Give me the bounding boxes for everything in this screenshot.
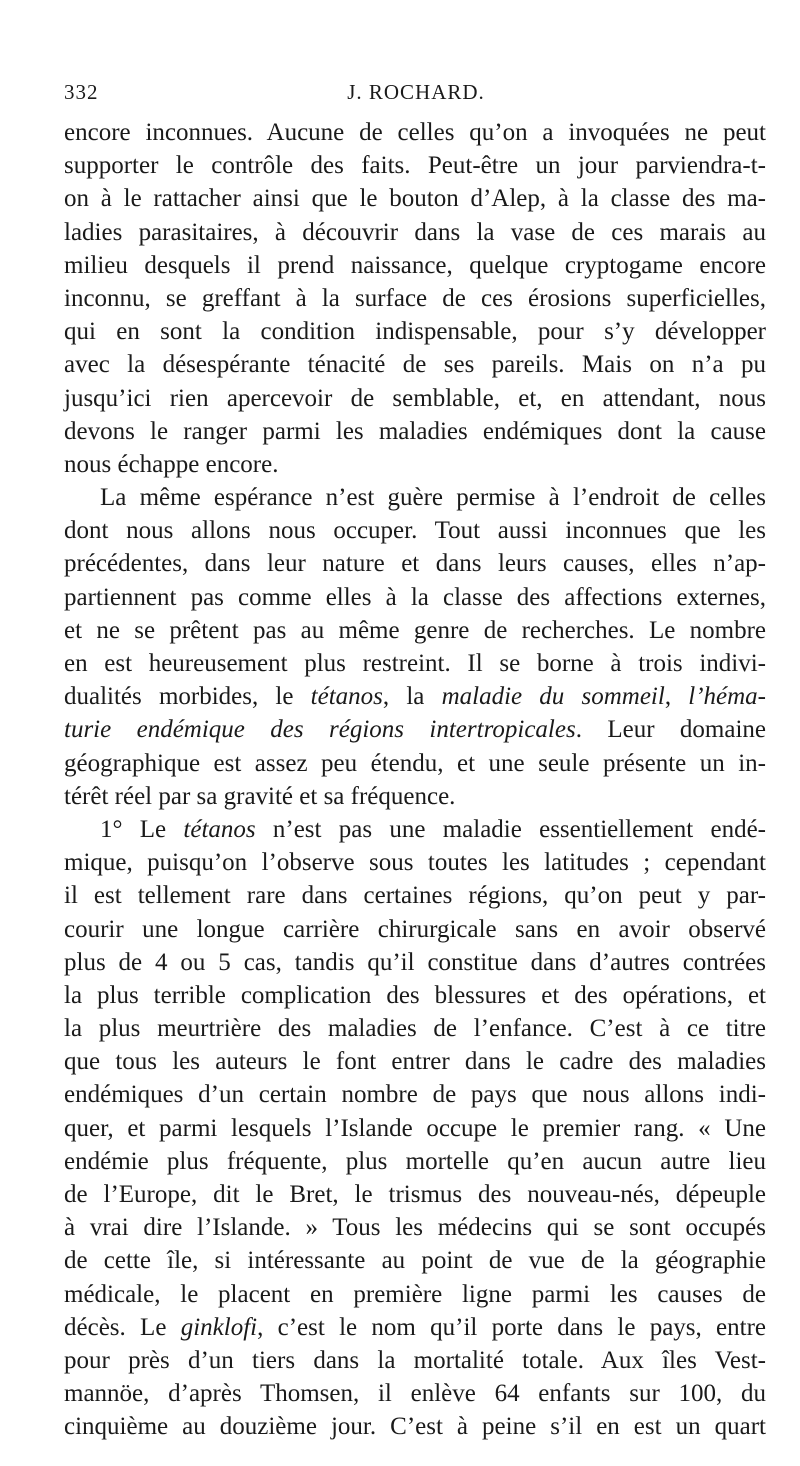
text-line: [64, 1012, 766, 1045]
text-run: il est tellement rare dans certaines régions, qu’on peut y par-: [64, 882, 766, 910]
text-run: devons le ranger parmi les maladies endémiques dont la cause: [64, 417, 766, 445]
text-line: [64, 149, 766, 182]
text-run: , c’est le nom qu’il porte dans le pays, entre: [257, 1313, 767, 1341]
italic-term: turie endémique des régions intertropicales: [64, 716, 576, 744]
body-text: [64, 116, 766, 1444]
text-run: 1° Le: [100, 815, 184, 843]
italic-term: tétanos: [183, 815, 256, 843]
text-run: partiennent pas comme elles à la classe des affections externes,: [64, 583, 766, 611]
text-line: [64, 116, 766, 149]
author-header: J. ROCHARD.: [347, 80, 485, 104]
text-line: [64, 913, 766, 946]
text-run: cinquième au douzième jour. C’est à peine s’il en est un quart: [64, 1413, 766, 1441]
text-run: mannöe, d’après Thomsen, il enlève 64 enfants sur 100, du: [64, 1380, 766, 1408]
text-line: [64, 813, 766, 846]
text-run: la plus terrible complication des blessures et des opérations, et: [64, 981, 766, 1009]
italic-term: tétanos: [310, 683, 383, 711]
text-line: [64, 1410, 766, 1443]
text-run: plus de 4 ou 5 cas, tandis qu’il constitue dans d’autres contrées: [64, 948, 766, 976]
text-run: courir une longue carrière chirurgicale sans en avoir observé: [64, 915, 766, 943]
page-number: 332: [64, 80, 99, 104]
text-line: [64, 946, 766, 979]
text-line: [64, 547, 766, 580]
text-line: [64, 846, 766, 879]
text-run: mique, puisqu’on l’observe sous toutes les latitudes ; cependant: [64, 849, 766, 877]
text-line: [64, 1377, 766, 1410]
italic-term: l’héma-: [688, 683, 767, 711]
text-run: précédentes, dans leur nature et dans leurs causes, elles n’ap-: [64, 550, 766, 578]
text-line: [64, 879, 766, 912]
text-run: n’est pas une maladie essentiellement endé-: [255, 815, 766, 843]
text-run: supporter le contrôle des faits. Peut-être un jour parviendra-t-: [64, 152, 766, 180]
text-line: [64, 382, 766, 415]
text-line: [64, 1244, 766, 1277]
running-head: [64, 80, 768, 110]
text-line: [64, 713, 766, 746]
text-line: [64, 1045, 766, 1078]
text-run: endémiques d’un certain nombre de pays que nous allons indi-: [64, 1081, 766, 1109]
text-run: ladies parasitaires, à découvrir dans la vase de ces marais au: [64, 218, 766, 246]
text-run: pour près d’un tiers dans la mortalité totale. Aux îles Vest-: [64, 1346, 766, 1374]
text-line: [64, 979, 766, 1012]
text-line: [64, 614, 766, 647]
text-line: [64, 1278, 766, 1311]
text-run: de l’Europe, dit le Bret, le trismus des nouveau-nés, dépeuple: [64, 1181, 766, 1208]
text-run: milieu desquels il prend naissance, quelque cryptogame encore: [64, 251, 766, 279]
text-run: et ne se prêtent pas au même genre de recherches. Le nombre: [64, 616, 766, 644]
text-line: [64, 1078, 766, 1111]
text-line: [64, 1344, 766, 1377]
text-line: [64, 348, 766, 381]
text-line: [64, 282, 766, 315]
text-line: [64, 747, 766, 780]
text-line: [64, 249, 766, 282]
text-run: jusqu’ici rien apercevoir de semblable, et, en attendant, nous: [64, 384, 766, 412]
text-run: . Leur domaine: [575, 716, 767, 744]
text-run: , la: [382, 683, 442, 711]
text-run: que tous les auteurs le font entrer dans le cadre des maladies: [64, 1048, 766, 1076]
italic-term: ginklofi: [180, 1313, 258, 1341]
text-run: avec la désespérante ténacité de ses pareils. Mais on n’a pu: [64, 351, 766, 379]
text-line: [64, 1145, 766, 1178]
text-run: qui en sont la condition indispensable, pour s’y développer: [64, 318, 766, 346]
text-run: on à le rattacher ainsi que le bouton d’Alep, à la classe des ma-: [64, 185, 766, 213]
text-run: à vrai dire l’Islande. » Tous les médecins qui se sont occupés: [64, 1214, 766, 1242]
text-run: quer, et parmi lesquels l’Islande occupe le premier rang. « Une: [64, 1114, 766, 1142]
text-run: décès. Le: [64, 1313, 181, 1341]
text-run: térêt réel par sa gravité et sa fréquence.: [64, 782, 456, 810]
text-run: La même espérance n’est guère permise à l’endroit de celles: [100, 484, 766, 512]
text-run: médicale, le placent en première ligne parmi les causes de: [64, 1280, 766, 1308]
text-line: [64, 514, 766, 547]
text-line: [64, 1311, 766, 1344]
text-line: [64, 1178, 766, 1211]
text-run: géographique est assez peu étendu, et une seule présente un in-: [64, 749, 766, 777]
text-line: [64, 647, 766, 680]
text-line: [64, 680, 766, 713]
text-line: [64, 315, 766, 348]
text-line: [64, 182, 766, 215]
text-run: dont nous allons nous occuper. Tout aussi inconnues que les: [64, 517, 766, 545]
text-line: [64, 780, 766, 813]
text-line: [64, 415, 766, 448]
text-run: nous échappe encore.: [64, 450, 279, 478]
text-line: [64, 481, 766, 514]
text-line: [64, 216, 766, 249]
text-run: endémie plus fréquente, plus mortelle qu’en aucun autre lieu: [64, 1147, 766, 1175]
text-line: [64, 1211, 766, 1244]
text-run: dualités morbides, le: [64, 683, 311, 711]
italic-term: maladie du sommeil: [441, 683, 665, 711]
text-run: de cette île, si intéressante au point de vue de la géographie: [64, 1247, 766, 1275]
text-run: ,: [664, 683, 689, 711]
text-run: la plus meurtrière des maladies de l’enfance. C’est à ce titre: [64, 1015, 766, 1043]
text-line: [64, 448, 766, 481]
text-line: [64, 581, 766, 614]
text-run: inconnu, se greffant à la surface de ces érosions superficielles,: [64, 284, 766, 312]
text-run: encore inconnues. Aucune de celles qu’on a invoquées ne peut: [64, 119, 766, 146]
text-run: en est heureusement plus restreint. Il se borne à trois indivi-: [64, 650, 766, 677]
text-line: [64, 1112, 766, 1145]
